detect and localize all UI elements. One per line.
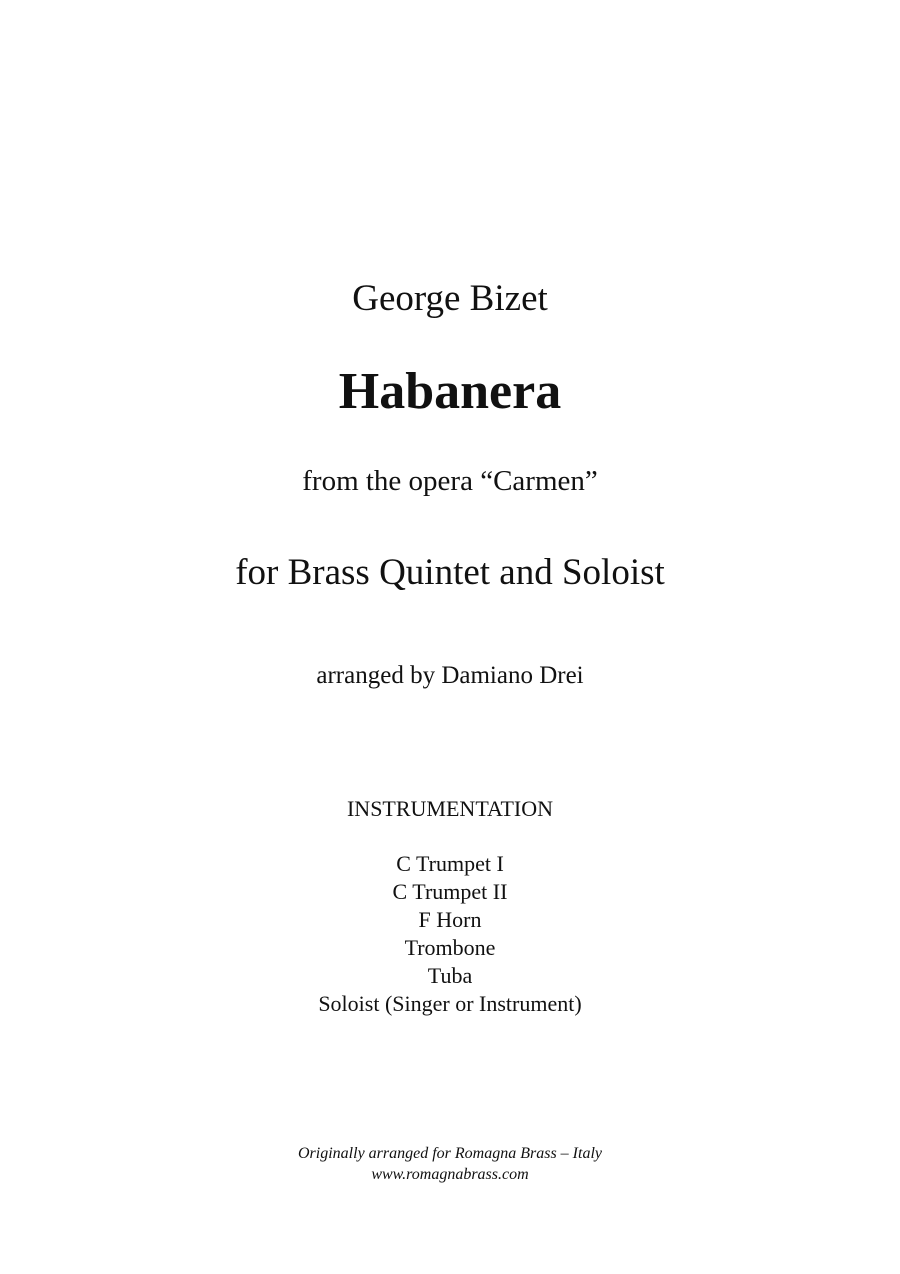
footer-note: Originally arranged for Romagna Brass – Italy <box>298 1145 602 1162</box>
instrument-item: C Trumpet I <box>396 851 504 876</box>
instrumentation-list <box>0 850 900 1018</box>
instrument-item: Trombone <box>404 935 496 960</box>
arranger-credit: arranged by Damiano Drei <box>316 662 584 689</box>
instrument-item: Tuba <box>427 963 473 988</box>
piece-subtitle: from the opera “Carmen” <box>302 465 598 497</box>
instrument-item: C Trumpet II <box>392 879 508 904</box>
piece-title: Habanera <box>338 363 562 420</box>
footer-url: www.romagnabrass.com <box>371 1166 529 1183</box>
composer-name: George Bizet <box>352 278 548 319</box>
scoring-line: for Brass Quintet and Soloist <box>235 552 665 593</box>
instrument-item: Soloist (Singer or Instrument) <box>318 991 582 1016</box>
instrument-item: F Horn <box>418 907 482 932</box>
instrumentation-heading: INSTRUMENTATION <box>346 796 553 821</box>
